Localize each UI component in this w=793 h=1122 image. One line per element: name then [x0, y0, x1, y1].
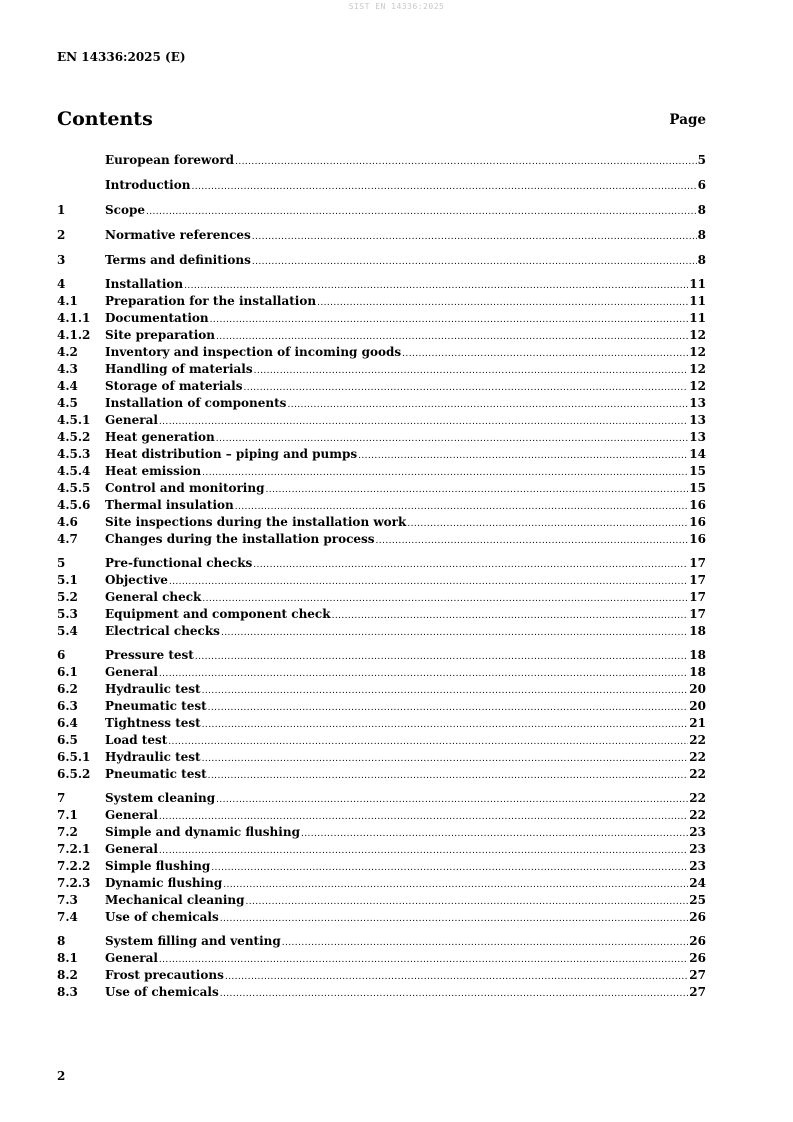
- toc-entry-page: 23: [689, 859, 706, 873]
- toc-entry[interactable]: [57, 790, 706, 807]
- toc-entry-title: Pneumatic test: [105, 699, 207, 713]
- toc-entry-title: Thermal insulation: [105, 498, 234, 512]
- toc-entry-title: Introduction: [105, 178, 191, 192]
- toc-entry-page: 14: [689, 447, 706, 461]
- dot-leader: [402, 346, 688, 363]
- dot-leader: [225, 969, 688, 986]
- toc-entry-page: 15: [689, 464, 706, 478]
- toc-entry-page: 27: [689, 985, 706, 999]
- toc-entry-number: 7.1: [57, 808, 78, 822]
- toc-entry-page: 21: [689, 716, 706, 730]
- dot-leader: [221, 625, 688, 642]
- toc-entry[interactable]: [57, 480, 706, 497]
- toc-entry[interactable]: [57, 497, 706, 514]
- watermark: SIST EN 14336:2025: [348, 2, 445, 11]
- toc-entry-title: Pressure test: [105, 648, 194, 662]
- toc-entry-title: General: [105, 951, 158, 965]
- toc-entry-title: Installation of components: [105, 396, 287, 410]
- toc-entry-number: 4.5.1: [57, 413, 91, 427]
- toc-entry-page: 8: [697, 203, 706, 217]
- dot-leader: [282, 935, 689, 952]
- toc-entry[interactable]: [57, 623, 706, 640]
- contents-title: Contents: [57, 108, 153, 130]
- toc-group: [57, 933, 706, 1001]
- dot-leader: [287, 397, 688, 414]
- toc-entry[interactable]: [57, 715, 706, 732]
- toc-entry[interactable]: [57, 892, 706, 909]
- toc-entry-page: 20: [689, 699, 706, 713]
- toc-entry[interactable]: [57, 664, 706, 681]
- toc-entry-page: 17: [689, 556, 706, 570]
- toc-group: [57, 151, 706, 169]
- toc-entry-number: 4.1: [57, 294, 78, 308]
- toc-entry-number: 5: [57, 556, 66, 570]
- toc-entry-title: Hydraulic test: [105, 682, 201, 696]
- toc-entry-page: 11: [689, 311, 706, 325]
- toc-entry-title: Pneumatic test: [105, 767, 207, 781]
- toc-entry-page: 27: [689, 968, 706, 982]
- toc-entry-number: 6.3: [57, 699, 78, 713]
- toc-entry-page: 20: [689, 682, 706, 696]
- toc-entry-number: 7.2.3: [57, 876, 91, 890]
- toc-entry-number: 4.2: [57, 345, 78, 359]
- toc-entry-number: 4.5.6: [57, 498, 91, 512]
- toc-entry-title: General check: [105, 590, 202, 604]
- toc-entry-page: 18: [689, 624, 706, 638]
- toc-entry-number: 4.4: [57, 379, 78, 393]
- toc-entry[interactable]: [57, 749, 706, 766]
- dot-leader: [216, 792, 688, 809]
- toc-entry-number: 7.4: [57, 910, 78, 924]
- toc-entry-page: 24: [689, 876, 706, 890]
- toc-entry[interactable]: [57, 681, 706, 698]
- toc-entry-page: 17: [689, 590, 706, 604]
- toc-entry[interactable]: [57, 361, 706, 378]
- toc-entry-page: 23: [689, 825, 706, 839]
- toc-entry-title: General: [105, 808, 158, 822]
- toc-entry[interactable]: [57, 251, 706, 269]
- toc-entry[interactable]: [57, 589, 706, 606]
- toc-entry-number: 8.3: [57, 985, 78, 999]
- toc-entry-number: 5.3: [57, 607, 78, 621]
- toc-entry-number: 7.2: [57, 825, 78, 839]
- toc-entry-title: System cleaning: [105, 791, 216, 805]
- toc-entry-title: Control and monitoring: [105, 481, 265, 495]
- toc-entry-title: Simple and dynamic flushing: [105, 825, 300, 839]
- toc-entry-number: 4.3: [57, 362, 78, 376]
- toc-entry[interactable]: [57, 344, 706, 361]
- toc-heading: [57, 108, 706, 134]
- dot-leader: [376, 533, 689, 550]
- toc-entry-number: 6.4: [57, 716, 78, 730]
- toc-entry-title: Heat emission: [105, 464, 202, 478]
- toc-entry[interactable]: [57, 647, 706, 664]
- toc-entry[interactable]: [57, 950, 706, 967]
- toc-entry-number: 8.2: [57, 968, 78, 982]
- toc-entry-page: 22: [689, 767, 706, 781]
- toc-entry-title: Normative references: [105, 228, 251, 242]
- toc-entry-page: 22: [689, 733, 706, 747]
- toc-entry-number: 4.1.2: [57, 328, 91, 342]
- toc-entry-title: Frost precautions: [105, 968, 224, 982]
- toc-entry-title: Use of chemicals: [105, 910, 219, 924]
- toc-entry[interactable]: [57, 841, 706, 858]
- toc-entry-number: 4.5.3: [57, 447, 91, 461]
- toc-entry-page: 17: [689, 607, 706, 621]
- toc-entry-title: Preparation for the installation: [105, 294, 317, 308]
- toc-entry-page: 22: [689, 791, 706, 805]
- toc-entry[interactable]: [57, 807, 706, 824]
- toc-entry[interactable]: [57, 606, 706, 623]
- toc-entry-title: Heat generation: [105, 430, 215, 444]
- toc-entry-page: 13: [689, 430, 706, 444]
- toc-entry-title: Dynamic flushing: [105, 876, 223, 890]
- dot-leader: [223, 877, 688, 894]
- toc-entry-number: 6.5: [57, 733, 78, 747]
- toc-entry-page: 16: [689, 532, 706, 546]
- toc-entry[interactable]: [57, 933, 706, 950]
- dot-leader: [254, 363, 689, 380]
- toc-entry[interactable]: [57, 429, 706, 446]
- page-column-label: Page: [669, 112, 706, 128]
- dot-leader: [208, 768, 689, 785]
- dot-leader: [220, 986, 689, 1003]
- toc-entry-page: 22: [689, 808, 706, 822]
- dot-leader: [191, 178, 696, 196]
- toc-entry[interactable]: [57, 327, 706, 344]
- toc-entry-number: 4.5: [57, 396, 78, 410]
- toc-entry-title: General: [105, 413, 158, 427]
- dot-leader: [252, 228, 697, 246]
- toc-entry-page: 26: [689, 951, 706, 965]
- toc-entry[interactable]: [57, 293, 706, 310]
- dot-leader: [252, 253, 697, 271]
- toc-entry[interactable]: [57, 555, 706, 572]
- dot-leader: [332, 608, 689, 625]
- toc-entry-page: 18: [689, 665, 706, 679]
- toc-entry-number: 4.5.5: [57, 481, 91, 495]
- dot-leader: [202, 751, 689, 768]
- toc-entry-page: 15: [689, 481, 706, 495]
- toc-entry-number: 2: [57, 228, 66, 242]
- toc-entry-title: Tightness test: [105, 716, 201, 730]
- toc-entry-page: 8: [697, 228, 706, 242]
- dot-leader: [159, 666, 688, 683]
- toc-entry[interactable]: [57, 531, 706, 548]
- toc-entry-number: 4: [57, 277, 66, 291]
- toc-group: [57, 226, 706, 244]
- toc-entry-page: 6: [697, 178, 706, 192]
- dot-leader: [202, 717, 689, 734]
- toc-entry-number: 5.4: [57, 624, 78, 638]
- toc-entry-number: 4.5.4: [57, 464, 91, 478]
- toc-entry[interactable]: [57, 310, 706, 327]
- dot-leader: [407, 516, 688, 533]
- toc-entry-page: 25: [689, 893, 706, 907]
- dot-leader: [265, 482, 688, 499]
- toc-entry-number: 6.1: [57, 665, 78, 679]
- toc-entry-number: 4.6: [57, 515, 78, 529]
- toc-entry[interactable]: [57, 151, 706, 169]
- toc-group: [57, 201, 706, 219]
- toc-entry[interactable]: [57, 698, 706, 715]
- toc-entry[interactable]: [57, 395, 706, 412]
- toc-entry[interactable]: [57, 412, 706, 429]
- toc-entry-number: 4.1.1: [57, 311, 91, 325]
- toc-entry-page: 13: [689, 413, 706, 427]
- toc-entry-number: 6.2: [57, 682, 78, 696]
- table-of-contents: [57, 151, 706, 1008]
- toc-entry-page: 22: [689, 750, 706, 764]
- toc-entry-page: 23: [689, 842, 706, 856]
- toc-entry-page: 12: [689, 362, 706, 376]
- toc-entry-page: 16: [689, 515, 706, 529]
- toc-entry-page: 12: [689, 345, 706, 359]
- toc-entry-title: Inventory and inspection of incoming goods: [105, 345, 402, 359]
- dot-leader: [317, 295, 688, 312]
- toc-entry-number: 4.7: [57, 532, 78, 546]
- toc-entry-page: 11: [689, 277, 706, 291]
- dot-leader: [169, 574, 688, 591]
- toc-entry-number: 6: [57, 648, 66, 662]
- toc-entry-number: 7.3: [57, 893, 78, 907]
- dot-leader: [301, 826, 688, 843]
- toc-entry-title: Storage of materials: [105, 379, 243, 393]
- dot-leader: [253, 557, 688, 574]
- toc-group: [57, 647, 706, 783]
- dot-leader: [246, 894, 689, 911]
- toc-entry[interactable]: [57, 378, 706, 395]
- toc-entry[interactable]: [57, 446, 706, 463]
- toc-group: [57, 176, 706, 194]
- toc-entry-page: 12: [689, 379, 706, 393]
- toc-entry-title: Site inspections during the installation work: [105, 515, 407, 529]
- toc-entry[interactable]: [57, 984, 706, 1001]
- toc-entry[interactable]: [57, 572, 706, 589]
- toc-entry-page: 16: [689, 498, 706, 512]
- toc-entry-page: 12: [689, 328, 706, 342]
- toc-entry[interactable]: [57, 732, 706, 749]
- dot-leader: [208, 700, 689, 717]
- toc-entry-page: 8: [697, 253, 706, 267]
- toc-entry[interactable]: [57, 176, 706, 194]
- toc-entry-title: General: [105, 842, 158, 856]
- toc-entry-number: 4.5.2: [57, 430, 91, 444]
- toc-entry-title: Changes during the installation process: [105, 532, 375, 546]
- toc-entry-number: 8.1: [57, 951, 78, 965]
- toc-entry-page: 26: [689, 934, 706, 948]
- toc-entry-title: General: [105, 665, 158, 679]
- dot-leader: [211, 860, 688, 877]
- toc-entry[interactable]: [57, 226, 706, 244]
- toc-entry-title: Scope: [105, 203, 146, 217]
- toc-entry-page: 17: [689, 573, 706, 587]
- toc-group: [57, 555, 706, 640]
- toc-group: [57, 790, 706, 926]
- toc-entry-page: 18: [689, 648, 706, 662]
- toc-entry-title: Use of chemicals: [105, 985, 219, 999]
- toc-entry-title: Load test: [105, 733, 168, 747]
- page-number: 2: [57, 1069, 66, 1083]
- toc-entry-number: 6.5.2: [57, 767, 91, 781]
- toc-entry[interactable]: [57, 909, 706, 926]
- toc-entry-number: 1: [57, 203, 66, 217]
- toc-entry[interactable]: [57, 766, 706, 783]
- toc-entry-title: Equipment and component check: [105, 607, 331, 621]
- toc-entry-title: Objective: [105, 573, 168, 587]
- dot-leader: [358, 448, 688, 465]
- toc-entry-number: 7.2.1: [57, 842, 91, 856]
- dot-leader: [235, 153, 697, 171]
- toc-entry-title: Heat distribution – piping and pumps: [105, 447, 358, 461]
- toc-entry-number: 5.1: [57, 573, 78, 587]
- dot-leader: [202, 683, 689, 700]
- toc-entry[interactable]: [57, 201, 706, 219]
- dot-leader: [202, 465, 688, 482]
- toc-entry-title: Hydraulic test: [105, 750, 201, 764]
- toc-entry-title: Pre-functional checks: [105, 556, 253, 570]
- document-id: EN 14336:2025 (E): [57, 50, 186, 64]
- toc-entry-title: Terms and definitions: [105, 253, 251, 267]
- toc-entry-number: 5.2: [57, 590, 78, 604]
- toc-entry-number: 3: [57, 253, 66, 267]
- dot-leader: [210, 312, 689, 329]
- toc-group: [57, 251, 706, 269]
- dot-leader: [159, 843, 688, 860]
- toc-entry-number: 7.2.2: [57, 859, 91, 873]
- toc-entry[interactable]: [57, 463, 706, 480]
- toc-entry[interactable]: [57, 967, 706, 984]
- toc-entry-title: System filling and venting: [105, 934, 281, 948]
- toc-entry-page: 26: [689, 910, 706, 924]
- dot-leader: [159, 414, 688, 431]
- toc-entry-title: Handling of materials: [105, 362, 253, 376]
- toc-entry[interactable]: [57, 824, 706, 841]
- toc-entry-page: 5: [697, 153, 706, 167]
- toc-entry-title: Simple flushing: [105, 859, 211, 873]
- toc-entry-title: Mechanical cleaning: [105, 893, 245, 907]
- toc-entry[interactable]: [57, 875, 706, 892]
- dot-leader: [159, 952, 688, 969]
- toc-entry-page: 11: [689, 294, 706, 308]
- toc-entry-title: Site preparation: [105, 328, 216, 342]
- dot-leader: [220, 911, 689, 928]
- dot-leader: [243, 380, 688, 397]
- toc-entry[interactable]: [57, 514, 706, 531]
- toc-entry-title: Installation: [105, 277, 184, 291]
- toc-entry-number: 8: [57, 934, 66, 948]
- toc-entry-title: European foreword: [105, 153, 235, 167]
- toc-entry-page: 13: [689, 396, 706, 410]
- dot-leader: [146, 203, 697, 221]
- dot-leader: [168, 734, 688, 751]
- toc-group: [57, 276, 706, 548]
- toc-entry-number: 6.5.1: [57, 750, 91, 764]
- dot-leader: [195, 649, 688, 666]
- toc-entry[interactable]: [57, 858, 706, 875]
- toc-entry-title: Documentation: [105, 311, 209, 325]
- toc-entry[interactable]: [57, 276, 706, 293]
- toc-entry-number: 7: [57, 791, 66, 805]
- toc-entry-title: Electrical checks: [105, 624, 220, 638]
